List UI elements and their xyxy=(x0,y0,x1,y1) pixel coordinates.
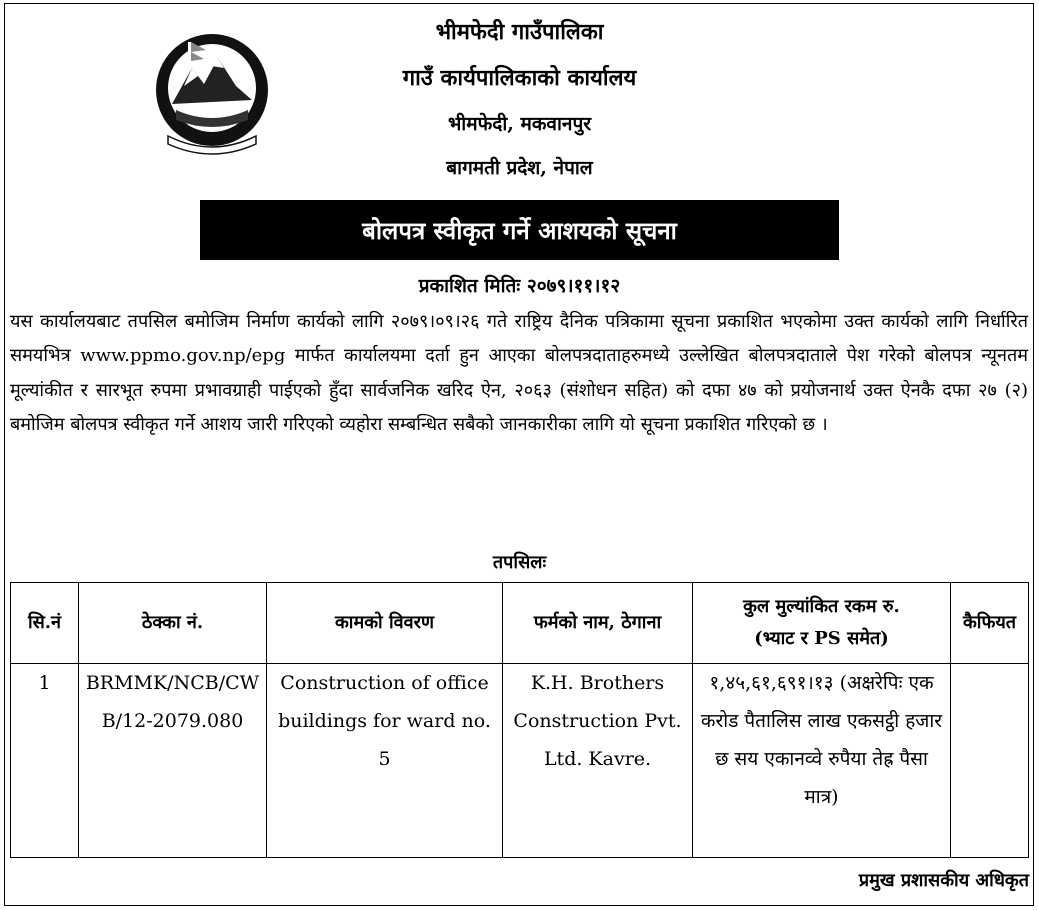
office-name: गाउँ कार्यपालिकाको कार्यालय xyxy=(402,65,637,91)
cell-description: Construction of office buildings for ward no. 5 xyxy=(267,664,503,858)
nepal-emblem-icon xyxy=(148,28,276,156)
header-contract-no: ठेक्का नं. xyxy=(79,583,267,664)
published-date: प्रकाशित मितिः २०७९।११।१२ xyxy=(418,275,621,297)
signatory-title: प्रमुख प्रशासकीय अधिकृत xyxy=(858,870,1029,891)
province-country: बागमती प्रदेश, नेपाल xyxy=(446,157,593,179)
header-amount-line2: (भ्याट र PS समेत) xyxy=(754,628,889,649)
header-remarks: कैफियत xyxy=(951,583,1029,664)
header-amount-line1: कुल मुल्यांकित रकम रु. xyxy=(743,596,900,617)
notice-title-banner xyxy=(200,200,839,260)
notice-title: बोलपत्र स्वीकृत गर्ने आशयको सूचना xyxy=(362,215,677,245)
notice-body: यस कार्यालयबाट तपसिल बमोजिम निर्माण कार्यको लागि २०७९।०९।२६ गते राष्ट्रिय दैनिक पत्रिकामा सूचना प्रकाशित भएकोमा उक्त कार्यको लागि निर्धारित समयभित्र www.ppmo.gov.np/epg मार्फत कार्यालयमा दर्ता हुन आएका बोलपत्रदाताहरुमध्ये उल्लेखित बोलपत्रदाताले पेश गरेको बोलपत्र न्यूनतम मूल्यांकीत र सारभूत रुपमा प्रभावग्राही पाईएको हुँदा सार्वजनिक खरिद ऐन, २०६३ (संशोधन सहित) को दफा ४७ को प्रयोजनार्थ उक्त ऐनकै दफा २७ (२) बमोजिम बोलपत्र स्वीकृत गर्ने आशय जारी गरिएको व्यहोरा सम्बन्धित सबैको जानकारीका लागि यो सूचना प्रकाशित गरिएको छ । xyxy=(10,311,1028,435)
header-amount xyxy=(693,583,951,664)
cell-contract-no: BRMMK/NCB/CWB/12-2079.080 xyxy=(79,664,267,858)
details-heading: तपसिलः xyxy=(492,552,547,573)
header-description: कामको विवरण xyxy=(267,583,503,664)
table-header-row xyxy=(11,583,1029,664)
header-sn: सि.नं xyxy=(11,583,79,664)
office-location: भीमफेदी, मकवानपुर xyxy=(447,113,592,135)
table-row xyxy=(11,664,1029,858)
cell-remarks xyxy=(951,664,1029,858)
bid-table xyxy=(10,582,1029,858)
header-firm: फर्मको नाम, ठेगाना xyxy=(503,583,693,664)
municipality-name: भीमफेदी गाउँपालिका xyxy=(435,19,604,45)
cell-amount: १,४५,६१,६९१।१३ (अक्षरेपिः एक करोड पैतालिस लाख एकसट्ठी हजार छ सय एकानव्वे रुपैया तेह्र पैसा मात्र) xyxy=(693,664,951,858)
cell-sn: 1 xyxy=(11,664,79,858)
cell-firm: K.H. Brothers Construction Pvt. Ltd. Kavre. xyxy=(503,664,693,858)
